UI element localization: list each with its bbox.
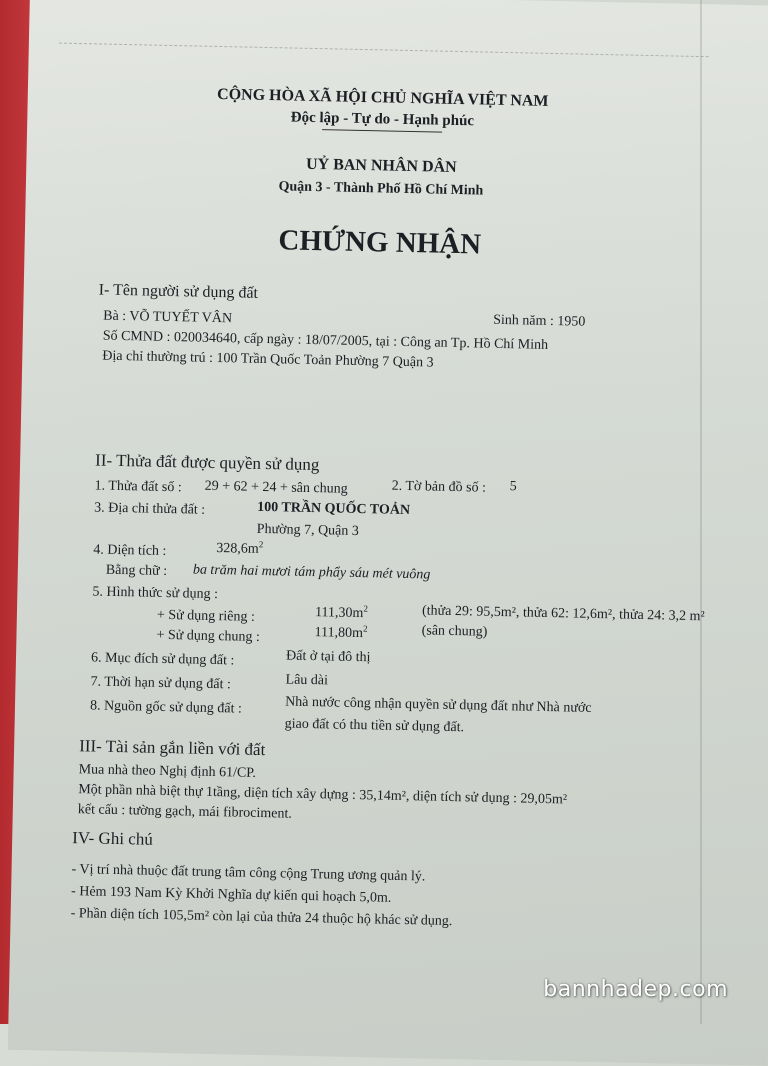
words-label: Bằng chữ : (105, 562, 168, 579)
asset-line-1: Mua nhà theo Nghị định 61/CP. (78, 762, 257, 781)
parcel-label: 1. Thửa đất số : (94, 478, 182, 496)
certificate-paper (8, 0, 768, 1066)
private-use-note: (thửa 29: 95,5m², thửa 62: 12,6m², thửa 24: 3,2 m² (421, 603, 705, 625)
purpose-label: 6. Mục đích sử dụng đất : (90, 650, 235, 669)
section2-heading: II- Thửa đất được quyền sử dụng (94, 450, 320, 475)
note-item: - Vị trí nhà thuộc đất trung tâm công cộng Trung ương quản lý. (71, 862, 426, 885)
origin-label: 8. Nguồn gốc sử dụng đất : (89, 698, 243, 717)
shared-use-label: + Sử dụng chung : (156, 627, 261, 645)
term-value: Lâu dài (285, 672, 329, 689)
id-card-line: Số CMND : 020034640, cấp ngày : 18/07/2005, tại : Công an Tp. Hồ Chí Minh (102, 328, 549, 353)
usage-form-label: 5. Hình thức sử dụng : (92, 584, 219, 603)
area-label: 4. Diện tích : (93, 542, 167, 559)
words-value: ba trăm hai mươi tám phẩy sáu mét vuông (192, 562, 431, 583)
parcel-value: 29 + 62 + 24 + sân chung (204, 478, 348, 497)
motto: Độc lập - Tự do - Hạnh phúc (290, 109, 475, 130)
permanent-address: Địa chỉ thường trú : 100 Trần Quốc Toản Phường 7 Quận 3 (102, 348, 434, 371)
certificate-title: CHỨNG NHẬN (278, 224, 482, 261)
section3-heading: III- Tài sản gắn liền với đất (78, 736, 266, 760)
shared-use-note: (sân chung) (421, 623, 488, 640)
motto-underline (322, 129, 442, 133)
purpose-value: Đất ở tại đô thị (285, 648, 371, 666)
asset-line-2: Một phần nhà biệt thự 1tầng, diện tích xây dựng : 35,14m², diện tích sử dụng : 29,05m² (78, 782, 568, 808)
note-item: - Phần diện tích 105,5m² còn lại của thửa 24 thuộc hộ khác sử dụng. (70, 906, 453, 930)
private-use-label: + Sử dụng riêng : (156, 607, 256, 625)
country-name: CỘNG HÒA XÃ HỘI CHỦ NGHĨA VIỆT NAM (216, 85, 549, 110)
land-address-label: 3. Địa chỉ thửa đất : (94, 500, 206, 518)
land-address-value-1: 100 TRẦN QUỐC TOẢN (257, 499, 411, 519)
note-item: - Hẻm 193 Nam Kỳ Khởi Nghĩa dự kiến qui hoạch 5,0m. (70, 884, 392, 906)
district-name: Quận 3 - Thành Phố Hồ Chí Minh (278, 179, 484, 199)
origin-value-2: giao đất có thu tiền sử dụng đất. (284, 716, 465, 736)
map-label: 2. Tờ bản đồ số : (391, 478, 487, 496)
watermark-text: bannhadep.com (543, 977, 728, 1002)
area-value: $328,6m^2$ (216, 539, 264, 557)
term-label: 7. Thời hạn sử dụng đất : (90, 674, 231, 693)
map-value: 5 (509, 479, 517, 495)
committee-name: UỶ BAN NHÂN DÂN (305, 155, 457, 176)
asset-line-3: kết cấu : tường gạch, mái fibrociment. (77, 802, 293, 822)
section1-heading: I- Tên người sử dụng đất (98, 281, 259, 302)
shared-use-value: $111,80m^2$ (314, 623, 368, 642)
dotted-border (59, 43, 709, 58)
paper-fold-line (700, 0, 702, 1024)
origin-value-1: Nhà nước công nhận quyền sử dụng đất như Nhà nước (284, 694, 592, 716)
section4-heading: IV- Ghi chú (72, 828, 154, 849)
owner-name: Bà : VÕ TUYẾT VÂN (103, 308, 233, 327)
private-use-value: $111,30m^2$ (314, 603, 369, 622)
birth-year: Sinh năm : 1950 (493, 312, 586, 330)
land-address-value-2: Phường 7, Quận 3 (256, 521, 359, 540)
